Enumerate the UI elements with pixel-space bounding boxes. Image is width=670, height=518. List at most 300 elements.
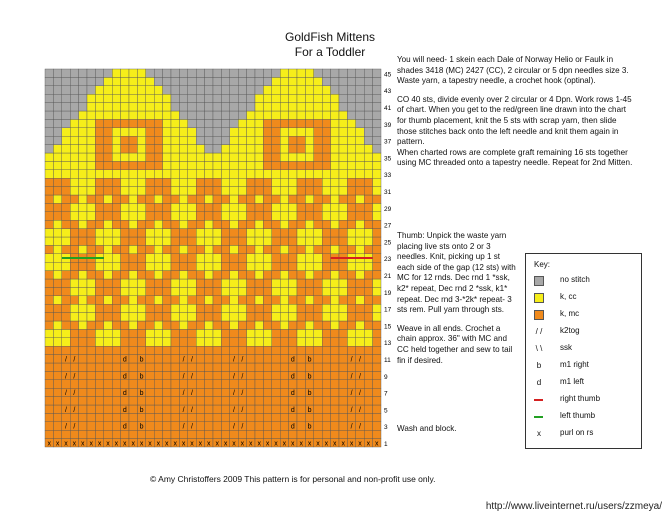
chart-cell: [62, 212, 70, 220]
chart-cell: [213, 371, 221, 379]
chart-cell: [137, 178, 145, 186]
chart-cell: [79, 271, 87, 279]
chart-cell: [95, 296, 103, 304]
chart-cell: [112, 203, 120, 211]
chart-cell: [339, 363, 347, 371]
chart-cell: [322, 203, 330, 211]
chart-cell: [95, 313, 103, 321]
chart-cell: [221, 422, 229, 430]
chart-cell: [221, 136, 229, 144]
chart-cell: [331, 304, 339, 312]
chart-cell: [364, 195, 372, 203]
stitch-symbol: /: [191, 373, 193, 381]
chart-cell: [213, 397, 221, 405]
chart-cell: [129, 271, 137, 279]
chart-cell: [280, 287, 288, 295]
chart-cell: [230, 363, 238, 371]
chart-cell: [280, 153, 288, 161]
chart-cell: [322, 229, 330, 237]
chart-cell: [238, 363, 246, 371]
chart-cell: [129, 145, 137, 153]
chart-cell: [347, 195, 355, 203]
chart-cell: [356, 229, 364, 237]
chart-cell: [196, 388, 204, 396]
chart-cell: [87, 153, 95, 161]
chart-cell: [137, 203, 145, 211]
chart-cell: [238, 220, 246, 228]
chart-cell: [112, 103, 120, 111]
chart-cell: [146, 103, 154, 111]
chart-cell: [70, 329, 78, 337]
chart-cell: [196, 229, 204, 237]
chart-cell: [297, 321, 305, 329]
chart-cell: [171, 279, 179, 287]
chart-cell: [314, 287, 322, 295]
chart-cell: [146, 371, 154, 379]
chart-cell: [331, 380, 339, 388]
key-symbol: [534, 293, 544, 303]
chart-cell: [373, 220, 381, 228]
chart-cell: [112, 329, 120, 337]
chart-cell: [356, 178, 364, 186]
chart-cell: [87, 203, 95, 211]
chart-cell: [163, 271, 171, 279]
chart-cell: [45, 220, 53, 228]
stitch-symbol: /: [359, 356, 361, 364]
chart-cell: [230, 136, 238, 144]
cast-on-text: CO 40 sts, divide evenly over 2 circular or 4 Dpn. Work rows 1-45 of chart. When you get to the red/green line drawn into the chart for thumb placement, knit the 5 sts with scrap yarn, then slide those stitches back onto the left needle and knit them again in pattern.: [397, 94, 632, 147]
chart-cell: [347, 77, 355, 85]
chart-cell: [53, 321, 61, 329]
chart-cell: [112, 245, 120, 253]
chart-cell: [230, 254, 238, 262]
chart-cell: [314, 279, 322, 287]
chart-cell: [121, 287, 129, 295]
chart-cell: [205, 119, 213, 127]
chart-cell: [297, 346, 305, 354]
chart-cell: [272, 161, 280, 169]
chart-cell: [79, 220, 87, 228]
chart-cell: [95, 187, 103, 195]
chart-cell: [230, 413, 238, 421]
purl-symbol: x: [324, 440, 329, 448]
row-number: 23: [384, 256, 392, 264]
chart-cell: [322, 388, 330, 396]
chart-cell: [196, 405, 204, 413]
chart-cell: [255, 296, 263, 304]
grafting-text: When charted rows are complete graft remaining 16 sts together using MC threaded onto a tapestry needle. Repeat for 2nd Mitten.: [397, 147, 633, 168]
chart-cell: [347, 119, 355, 127]
chart-cell: [188, 187, 196, 195]
chart-cell: [79, 111, 87, 119]
chart-cell: [104, 405, 112, 413]
chart-cell: [297, 86, 305, 94]
chart-cell: [339, 103, 347, 111]
key-symbol: [534, 276, 544, 286]
chart-cell: [364, 203, 372, 211]
chart-cell: [137, 346, 145, 354]
stitch-symbol: /: [65, 423, 67, 431]
chart-cell: [238, 161, 246, 169]
chart-cell: [179, 69, 187, 77]
chart-cell: [87, 413, 95, 421]
chart-cell: [221, 77, 229, 85]
chart-cell: [196, 69, 204, 77]
chart-cell: [373, 94, 381, 102]
chart-cell: [221, 346, 229, 354]
chart-cell: [104, 119, 112, 127]
purl-symbol: x: [257, 440, 261, 448]
chart-cell: [331, 245, 339, 253]
chart-cell: [104, 338, 112, 346]
chart-cell: [322, 413, 330, 421]
chart-cell: [45, 254, 53, 262]
chart-cell: [79, 245, 87, 253]
chart-cell: [163, 94, 171, 102]
chart-cell: [154, 279, 162, 287]
chart-cell: [179, 77, 187, 85]
chart-cell: [263, 94, 271, 102]
row-number: 1: [384, 441, 388, 448]
chart-cell: [53, 388, 61, 396]
chart-cell: [87, 430, 95, 438]
chart-cell: [104, 296, 112, 304]
chart-cell: [154, 94, 162, 102]
chart-cell: [137, 187, 145, 195]
key-row: [532, 325, 637, 339]
chart-cell: [146, 338, 154, 346]
chart-cell: [196, 94, 204, 102]
stitch-symbol: b: [139, 423, 144, 431]
chart-cell: [213, 422, 221, 430]
chart-cell: [154, 296, 162, 304]
chart-cell: [188, 128, 196, 136]
chart-cell: [45, 229, 53, 237]
chart-cell: [247, 338, 255, 346]
chart-cell: [347, 178, 355, 186]
chart-cell: [179, 187, 187, 195]
chart-cell: [305, 271, 313, 279]
key-label: k2tog: [560, 326, 580, 335]
chart-cell: [121, 153, 129, 161]
source-url: http://www.liveinternet.ru/users/zzmeya/: [485, 501, 662, 512]
chart-cell: [112, 161, 120, 169]
chart-cell: [213, 245, 221, 253]
chart-cell: [297, 237, 305, 245]
chart-cell: [339, 388, 347, 396]
chart-cell: [70, 380, 78, 388]
chart-cell: [171, 111, 179, 119]
chart-cell: [62, 94, 70, 102]
chart-cell: [188, 195, 196, 203]
chart-cell: [196, 187, 204, 195]
chart-cell: [305, 103, 313, 111]
chart-cell: [347, 69, 355, 77]
chart-cell: [154, 304, 162, 312]
chart-cell: [230, 271, 238, 279]
chart-cell: [188, 119, 196, 127]
chart-cell: [188, 329, 196, 337]
purl-symbol: x: [173, 440, 177, 448]
chart-cell: [255, 145, 263, 153]
chart-cell: [314, 304, 322, 312]
chart-cell: [112, 304, 120, 312]
chart-cell: [171, 153, 179, 161]
chart-cell: [280, 363, 288, 371]
chart-cell: [129, 338, 137, 346]
chart-cell: [79, 413, 87, 421]
chart-cell: [53, 346, 61, 354]
chart-cell: [238, 195, 246, 203]
chart-cell: [129, 86, 137, 94]
chart-cell: [255, 329, 263, 337]
chart-cell: [289, 304, 297, 312]
chart-cell: [280, 254, 288, 262]
chart-cell: [280, 430, 288, 438]
chart-cell: [62, 304, 70, 312]
key-symbol: [534, 399, 543, 401]
chart-cell: [272, 388, 280, 396]
chart-cell: [280, 405, 288, 413]
chart-cell: [196, 145, 204, 153]
chart-cell: [238, 153, 246, 161]
chart-cell: [205, 220, 213, 228]
chart-cell: [163, 170, 171, 178]
chart-cell: [280, 422, 288, 430]
chart-cell: [53, 296, 61, 304]
chart-cell: [289, 94, 297, 102]
chart-cell: [45, 397, 53, 405]
chart-cell: [364, 170, 372, 178]
chart-cell: [339, 212, 347, 220]
chart-cell: [87, 178, 95, 186]
chart-cell: [221, 94, 229, 102]
chart-cell: [62, 145, 70, 153]
chart-cell: [163, 187, 171, 195]
chart-cell: [196, 86, 204, 94]
chart-cell: [297, 296, 305, 304]
chart-cell: [171, 77, 179, 85]
chart-cell: [62, 413, 70, 421]
chart-cell: [272, 271, 280, 279]
chart-cell: [280, 271, 288, 279]
stitch-symbol: /: [191, 390, 193, 398]
chart-cell: [356, 212, 364, 220]
chart-cell: [364, 304, 372, 312]
chart-cell: [205, 203, 213, 211]
row-number: 25: [384, 239, 392, 247]
chart-cell: [95, 321, 103, 329]
chart-cell: [364, 220, 372, 228]
chart-cell: [347, 296, 355, 304]
chart-cell: [171, 321, 179, 329]
chart-cell: [163, 262, 171, 270]
chart-cell: [297, 380, 305, 388]
chart-cell: [247, 329, 255, 337]
chart-cell: [70, 212, 78, 220]
chart-cell: [205, 355, 213, 363]
chart-cell: [322, 69, 330, 77]
chart-cell: [45, 321, 53, 329]
chart-cell: [263, 397, 271, 405]
chart-cell: [146, 145, 154, 153]
chart-cell: [247, 262, 255, 270]
chart-cell: [104, 371, 112, 379]
thumb-instructions-text: Thumb: Unpick the waste yarn placing live sts onto 2 or 3 needles. Knit, picking up 1 st each side of the gap (12 sts) with MC for 12 rnds. Dec rnd 1 *ssk, k2* repeat, Dec rnd 2 *ssk, k1* repeat. Dec rnd 3-*2k* repeat- 3 sts rem. Pull yarn through sts.: [397, 231, 516, 315]
row-number: 41: [384, 105, 392, 112]
chart-cell: [205, 329, 213, 337]
chart-cell: [45, 338, 53, 346]
chart-cell: [146, 119, 154, 127]
chart-cell: [188, 170, 196, 178]
chart-cell: [53, 203, 61, 211]
stitch-symbol: /: [182, 390, 185, 398]
chart-cell: [263, 128, 271, 136]
chart-cell: [112, 321, 120, 329]
chart-cell: [171, 212, 179, 220]
row-number: 21: [384, 273, 392, 280]
chart-cell: [364, 119, 372, 127]
chart-cell: [314, 187, 322, 195]
chart-cell: [171, 220, 179, 228]
key-row: [532, 427, 637, 441]
chart-cell: [305, 119, 313, 127]
stitch-symbol: /: [350, 406, 353, 414]
chart-cell: [213, 346, 221, 354]
chart-cell: [230, 279, 238, 287]
chart-cell: [70, 229, 78, 237]
purl-symbol: x: [232, 440, 236, 448]
chart-cell: [213, 69, 221, 77]
chart-cell: [297, 338, 305, 346]
chart-cell: [196, 262, 204, 270]
chart-cell: [188, 103, 196, 111]
chart-cell: [373, 229, 381, 237]
chart-cell: [129, 279, 137, 287]
chart-cell: [205, 178, 213, 186]
chart-cell: [213, 413, 221, 421]
key-row: [532, 342, 637, 356]
chart-cell: [45, 363, 53, 371]
chart-cell: [112, 237, 120, 245]
chart-cell: [364, 422, 372, 430]
chart-cell: [70, 237, 78, 245]
chart-cell: [297, 388, 305, 396]
chart-cell: [247, 170, 255, 178]
chart-cell: [112, 346, 120, 354]
chart-cell: [331, 103, 339, 111]
chart-cell: [280, 355, 288, 363]
chart-cell: [196, 363, 204, 371]
chart-cell: [45, 212, 53, 220]
chart-cell: [305, 338, 313, 346]
chart-cell: [79, 128, 87, 136]
key-symbol: b: [536, 361, 542, 370]
chart-cell: [129, 397, 137, 405]
chart-cell: [87, 313, 95, 321]
chart-cell: [70, 397, 78, 405]
chart-cell: [272, 77, 280, 85]
chart-cell: [129, 220, 137, 228]
chart-cell: [272, 178, 280, 186]
chart-cell: [146, 187, 154, 195]
chart-cell: [53, 245, 61, 253]
chart-cell: [146, 77, 154, 85]
chart-cell: [70, 94, 78, 102]
chart-cell: [154, 153, 162, 161]
chart-cell: [305, 128, 313, 136]
chart-cell: [314, 94, 322, 102]
chart-cell: [373, 363, 381, 371]
chart-cell: [247, 355, 255, 363]
chart-cell: [95, 220, 103, 228]
chart-cell: [196, 77, 204, 85]
right-thumb-line: [331, 257, 373, 259]
chart-cell: [87, 161, 95, 169]
chart-cell: [87, 296, 95, 304]
chart-cell: [104, 77, 112, 85]
chart-cell: [356, 237, 364, 245]
chart-cell: [221, 338, 229, 346]
chart-cell: [255, 69, 263, 77]
stitch-symbol: /: [73, 406, 76, 414]
chart-cell: [70, 128, 78, 136]
chart-cell: [95, 329, 103, 337]
chart-cell: [373, 271, 381, 279]
chart-cell: [45, 405, 53, 413]
chart-cell: [356, 329, 364, 337]
chart-cell: [188, 271, 196, 279]
chart-cell: [339, 69, 347, 77]
chart-cell: [255, 203, 263, 211]
chart-cell: [238, 178, 246, 186]
chart-cell: [129, 245, 137, 253]
chart-cell: [230, 287, 238, 295]
chart-cell: [121, 145, 129, 153]
chart-cell: [339, 229, 347, 237]
chart-cell: [247, 271, 255, 279]
chart-cell: [272, 296, 280, 304]
purl-symbol: x: [131, 440, 135, 448]
chart-cell: [364, 355, 372, 363]
chart-cell: [179, 254, 187, 262]
chart-cell: [95, 178, 103, 186]
chart-cell: [45, 111, 53, 119]
chart-cell: [62, 170, 70, 178]
chart-cell: [70, 77, 78, 85]
chart-cell: [62, 279, 70, 287]
chart-cell: [79, 321, 87, 329]
stitch-symbol: /: [350, 423, 353, 431]
chart-cell: [364, 136, 372, 144]
chart-cell: [247, 405, 255, 413]
chart-cell: [280, 229, 288, 237]
chart-cell: [104, 380, 112, 388]
chart-cell: [347, 203, 355, 211]
chart-cell: [305, 136, 313, 144]
chart-cell: [205, 103, 213, 111]
chart-cell: [188, 237, 196, 245]
chart-cell: [322, 363, 330, 371]
chart-cell: [314, 153, 322, 161]
chart-cell: [70, 430, 78, 438]
chart-cell: [289, 195, 297, 203]
chart-cell: [373, 304, 381, 312]
chart-cell: [221, 187, 229, 195]
chart-cell: [238, 413, 246, 421]
chart-cell: [221, 262, 229, 270]
chart-cell: [373, 119, 381, 127]
